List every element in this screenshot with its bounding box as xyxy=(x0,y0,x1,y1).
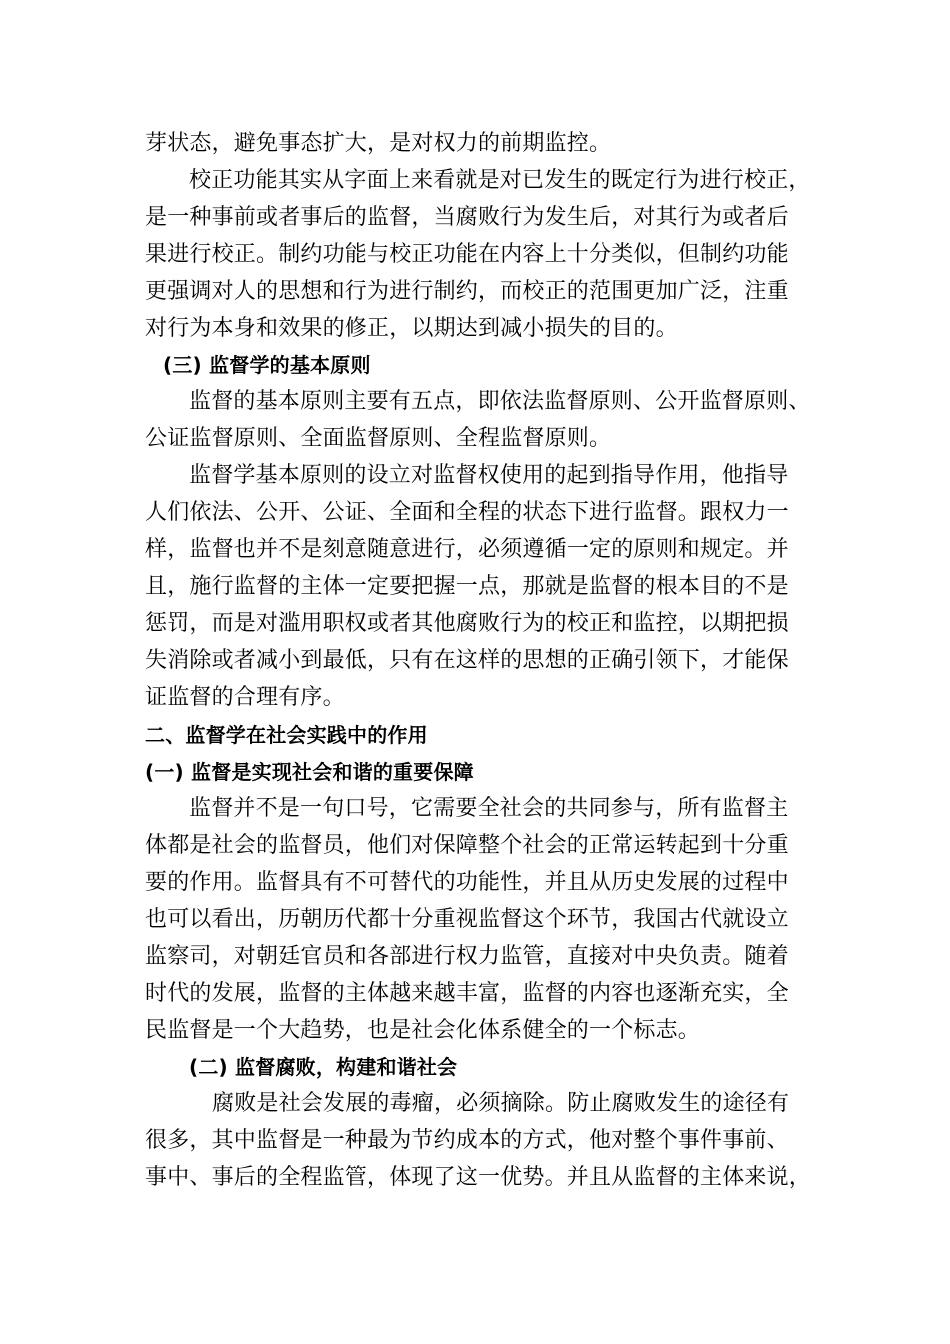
paragraph-line: 证监督的合理有序。 xyxy=(145,685,345,710)
paragraph-line: 人们依法、公开、公证、全面和全程的状态下进行监督。跟权力一 xyxy=(145,500,789,525)
paragraph-line: 且，施行监督的主体一定要把握一点，那就是监督的根本目的不是 xyxy=(145,574,789,599)
paragraph-line: 监督的基本原则主要有五点，即依法监督原则、公开监督原则、 xyxy=(189,389,811,414)
paragraph-line: 果进行校正。制约功能与校正功能在内容上十分类似，但制约功能 xyxy=(145,242,789,267)
paragraph-line: 腐败是社会发展的毒瘤，必须摘除。防止腐败发生的途径有 xyxy=(212,1091,790,1116)
paragraph-line: 惩罚，而是对滥用职权或者其他腐败行为的校正和监控，以期把损 xyxy=(145,611,789,636)
paragraph-line: 样，监督也并不是刻意随意进行，必须遵循一定的原则和规定。并 xyxy=(145,537,789,562)
paragraph-line: 也可以看出，历朝历代都十分重视监督这个环节，我国古代就设立 xyxy=(145,907,789,932)
paragraph-line: 是一种事前或者事后的监督，当腐败行为发生后，对其行为或者后 xyxy=(145,205,789,230)
paragraph-line: 对行为本身和效果的修正，以期达到减小损失的目的。 xyxy=(145,316,678,341)
section-heading: (三) 监督学的基本原则 xyxy=(163,353,371,377)
chapter-heading: 二、监督学在社会实践中的作用 xyxy=(145,723,428,747)
paragraph-line: 要的作用。监督具有不可替代的功能性，并且从历史发展的过程中 xyxy=(145,870,789,895)
paragraph-line: 监督并不是一句口号，它需要全社会的共同参与，所有监督主 xyxy=(189,796,789,821)
paragraph-line: 更强调对人的思想和行为进行制约，而校正的范围更加广泛，注重 xyxy=(145,279,789,304)
section-heading: (一) 监督是实现社会和谐的重要保障 xyxy=(145,760,474,784)
paragraph-line: 校正功能其实从字面上来看就是对已发生的既定行为进行校正， xyxy=(189,168,811,193)
paragraph-line: 体都是社会的监督员，他们对保障整个社会的正常运转起到十分重 xyxy=(145,833,789,858)
paragraph-line: 民监督是一个大趋势，也是社会化体系健全的一个标志。 xyxy=(145,1018,701,1043)
paragraph-line: 失消除或者减小到最低，只有在这样的思想的正确引领下，才能保 xyxy=(145,648,789,673)
section-heading: (二) 监督腐败，构建和谐社会 xyxy=(189,1055,458,1079)
paragraph-line: 监督学基本原则的设立对监督权使用的起到指导作用，他指导 xyxy=(189,463,789,488)
paragraph-line: 时代的发展，监督的主体越来越丰富，监督的内容也逐渐充实，全 xyxy=(145,981,789,1006)
paragraph-line: 芽状态，避免事态扩大，是对权力的前期监控。 xyxy=(145,131,612,156)
paragraph-line: 事中、事后的全程监管，体现了这一优势。并且从监督的主体来说， xyxy=(145,1165,812,1190)
paragraph-line: 很多，其中监督是一种最为节约成本的方式，他对整个事件事前、 xyxy=(145,1128,789,1153)
paragraph-line: 公证监督原则、全面监督原则、全程监督原则。 xyxy=(145,426,612,451)
paragraph-line: 监察司，对朝廷官员和各部进行权力监管，直接对中央负责。随着 xyxy=(145,944,789,969)
